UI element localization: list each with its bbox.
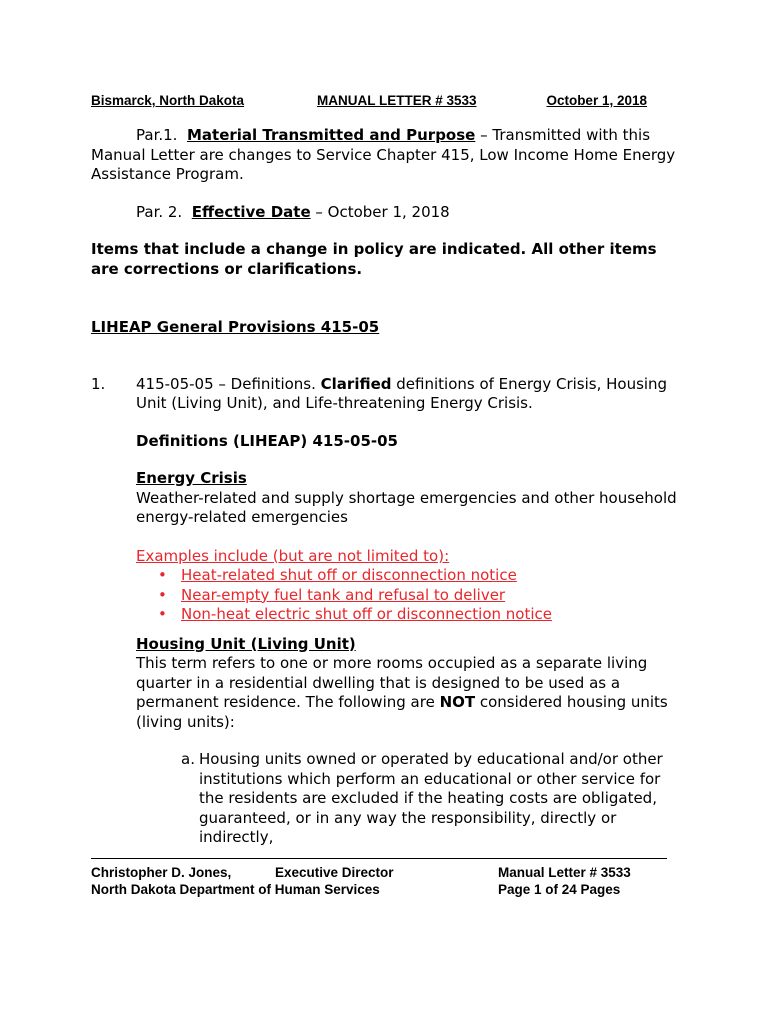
housing-unit-bold: NOT xyxy=(439,693,476,711)
page-footer xyxy=(91,864,667,904)
footer-divider xyxy=(91,858,667,859)
footer-department: North Dakota Department of Human Services xyxy=(91,882,380,897)
housing-unit-text-before: This term refers to one or more rooms occupied as a separate living quarter in a residential dwelling that is designed to be used as a permanent residence. The following are xyxy=(136,654,648,711)
par1-text: – Transmitted with this Manual Letter are changes to Service Chapter 415, Low Income Home Energy Assistance Program. xyxy=(91,126,676,183)
paragraph-2 xyxy=(91,203,681,223)
item-a-text: Housing units owned or operated by educational and/or other institutions which perform an educational or other service for the residents are excluded if the heating costs are obligated, guaranteed, or in any way the responsibility, directly or indirectly, xyxy=(199,750,663,846)
par2-text: – October 1, 2018 xyxy=(310,202,450,221)
footer-title: Executive Director xyxy=(275,865,394,880)
housing-unit-title: Housing Unit (Living Unit) xyxy=(136,634,356,653)
header-location: Bismarck, North Dakota xyxy=(91,93,245,108)
example-text: Heat-related shut off or disconnection notice xyxy=(181,566,517,584)
list-item xyxy=(158,586,681,606)
item-1-number: 1. xyxy=(91,374,106,393)
footer-manual-letter: Manual Letter # 3533 xyxy=(498,865,631,880)
par2-heading: Effective Date xyxy=(191,202,311,221)
examples-intro: Examples include (but are not limited to): xyxy=(136,546,450,565)
item-1-prefix: 415-05-05 – Definitions. xyxy=(136,374,321,393)
par1-heading: Material Transmitted and Purpose xyxy=(186,126,476,144)
items-note: Items that include a change in policy are indicated. All other items are corrections or clarifications. xyxy=(91,240,657,278)
footer-name: Christopher D. Jones, xyxy=(91,865,232,880)
bullet-icon: • xyxy=(158,566,167,584)
footer-page-number: Page 1 of 24 Pages xyxy=(498,882,621,897)
par2-label: Par. 2. xyxy=(136,202,183,221)
definitions-block xyxy=(91,432,681,848)
par1-label: Par.1. xyxy=(136,126,178,144)
list-item xyxy=(158,605,681,625)
housing-unit-text-after: considered housing units (living units): xyxy=(136,693,668,731)
example-text: Near-empty fuel tank and refusal to deliver xyxy=(181,585,506,604)
example-text: Non-heat electric shut off or disconnection notice xyxy=(181,605,552,623)
footer-left xyxy=(91,864,394,898)
definitions-title: Definitions (LIHEAP) 415-05-05 xyxy=(136,431,398,450)
footer-right xyxy=(498,864,631,898)
bullet-icon: • xyxy=(158,585,167,604)
energy-crisis-title: Energy Crisis xyxy=(136,469,247,487)
paragraph-1 xyxy=(91,126,681,185)
header-date: October 1, 2018 xyxy=(546,93,647,108)
item-1-bold-word: Clarified xyxy=(320,374,392,393)
item-1-rest: definitions of Energy Crisis, Housing Unit (Living Unit), and Life-threatening Energy Crisis. xyxy=(136,374,668,412)
item-a-label: a. xyxy=(181,750,195,768)
housing-unit-item-a xyxy=(136,750,681,848)
list-item xyxy=(158,566,681,586)
page-header xyxy=(91,93,647,113)
document-body xyxy=(91,126,681,848)
item-1-text xyxy=(136,375,681,414)
header-manual-letter: MANUAL LETTER # 3533 xyxy=(317,93,477,108)
bullet-icon: • xyxy=(158,605,167,623)
energy-crisis-text: Weather-related and supply shortage emergencies and other household energy-related emergencies xyxy=(136,488,677,526)
examples-list xyxy=(136,566,681,625)
item-1 xyxy=(91,375,681,414)
section-title: LIHEAP General Provisions 415-05 xyxy=(91,318,380,336)
housing-unit-text xyxy=(136,654,681,732)
